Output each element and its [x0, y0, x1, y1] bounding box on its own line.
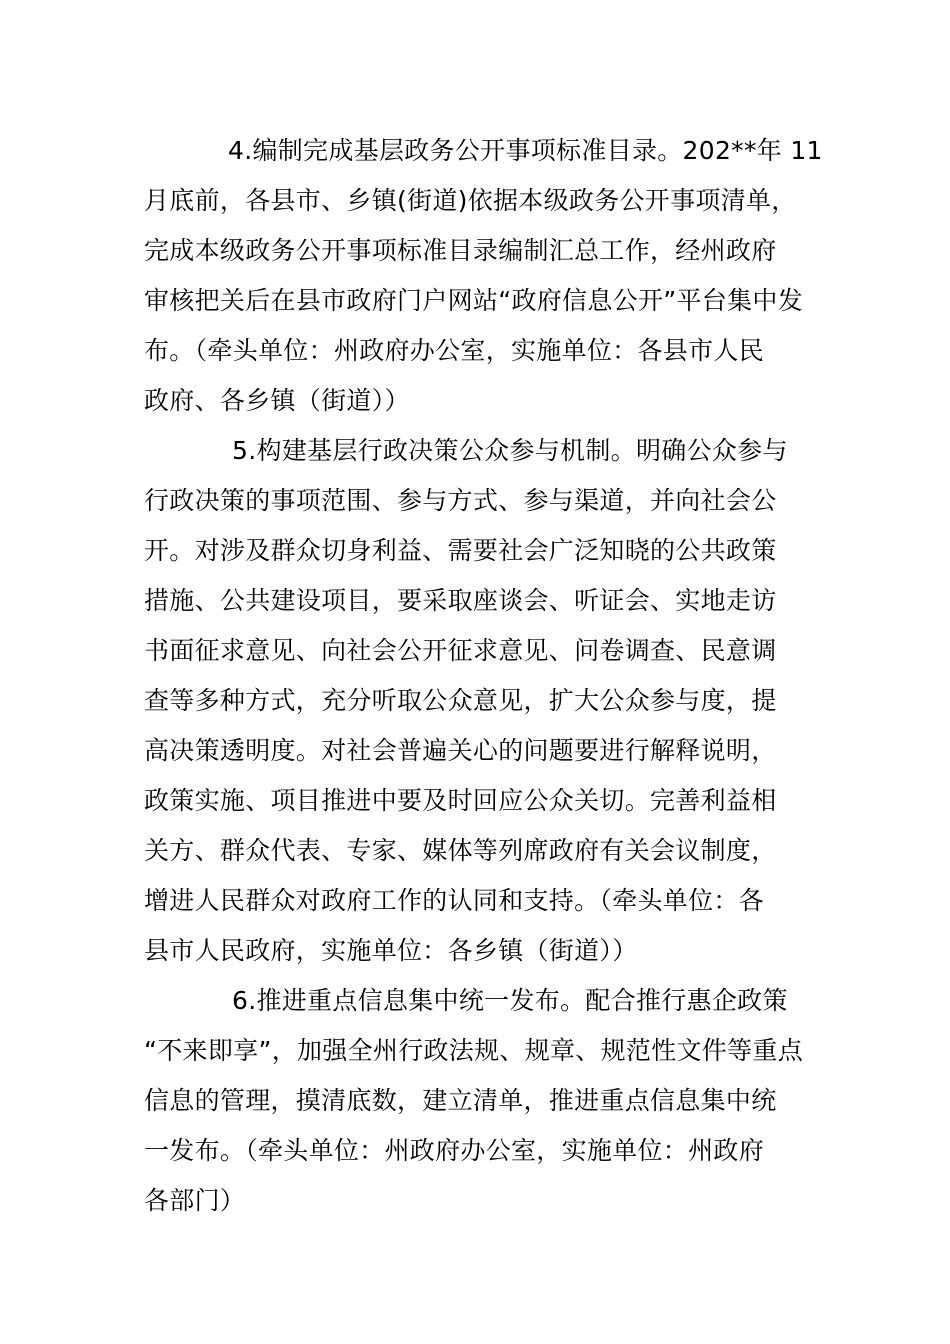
paragraph-item-6 [144, 976, 808, 1226]
paragraph-line: 行政决策的事项范围、参与方式、参与渠道，并向社会公 [144, 486, 777, 515]
paragraph-line: 关方、群众代表、专家、媒体等列席政府有关会议制度， [144, 836, 777, 865]
paragraph-line: 增进人民群众对政府工作的认同和支持。（牵头单位：各 [144, 886, 765, 915]
paragraph-line: 措施、公共建设项目，要采取座谈会、听证会、实地走访 [144, 586, 777, 615]
paragraph-item-4 [144, 126, 823, 426]
paragraph-line: 布。（牵头单位：州政府办公室，实施单位：各县市人民 [144, 336, 765, 365]
paragraph-line: “不来即享”，加强全州行政法规、规章、规范性文件等重点 [144, 1036, 804, 1065]
paragraph-line: 审核把关后在县市政府门户网站“政府信息公开”平台集中发 [144, 286, 804, 315]
paragraph-line: 一发布。（牵头单位：州政府办公室，实施单位：州政府 [144, 1136, 765, 1165]
paragraph-line: 高决策透明度。对社会普遍关心的问题要进行解释说明， [144, 736, 777, 765]
paragraph-line: 开。对涉及群众切身利益、需要社会广泛知晓的公共政策 [144, 536, 777, 565]
paragraph-line: 完成本级政务公开事项标准目录编制汇总工作，经州政府 [144, 236, 777, 265]
paragraph-line: 查等多种方式，充分听取公众意见，扩大公众参与度，提 [144, 686, 777, 715]
paragraph-line: 政府、各乡镇（街道）） [144, 386, 410, 415]
paragraph-line: 6.推进重点信息集中统一发布。配合推行惠企政策 [232, 986, 788, 1015]
paragraph-line: 4.编制完成基层政务公开事项标准目录。202**年 11 [228, 136, 823, 165]
paragraph-line: 月底前，各县市、乡镇(街道)依据本级政务公开事项清单， [144, 186, 797, 215]
document-body [144, 126, 823, 1226]
paragraph-line: 政策实施、项目推进中要及时回应公众关切。完善利益相 [144, 786, 777, 815]
paragraph-line: 信息的管理，摸清底数，建立清单，推进重点信息集中统 [144, 1086, 777, 1115]
paragraph-item-5 [144, 426, 808, 976]
paragraph-line: 5.构建基层行政决策公众参与机制。明确公众参与 [232, 436, 788, 465]
paragraph-line: 各部门） [144, 1186, 246, 1215]
paragraph-line: 书面征求意见、向社会公开征求意见、问卷调查、民意调 [144, 636, 777, 665]
paragraph-line: 县市人民政府，实施单位：各乡镇（街道）） [144, 936, 638, 965]
